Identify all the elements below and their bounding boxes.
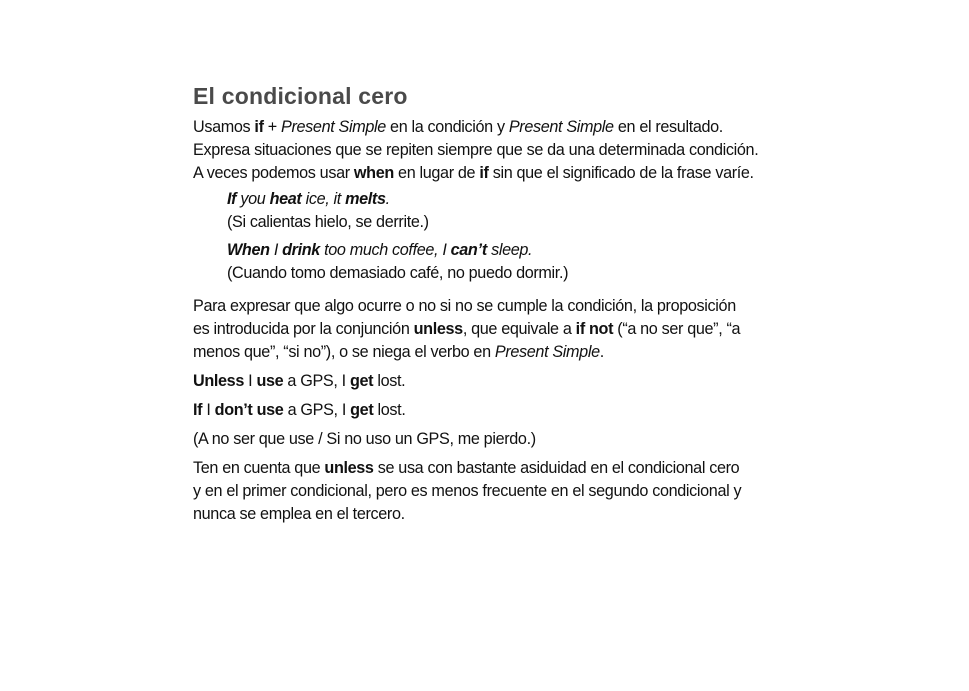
term-present-simple: Present Simple — [494, 343, 600, 361]
text: a GPS, I — [283, 401, 351, 419]
text: + — [263, 118, 282, 136]
text: Ten en cuenta que — [193, 459, 325, 477]
text: I — [243, 372, 257, 390]
text: . — [599, 343, 604, 361]
unless-line-3 — [193, 341, 833, 364]
verb-heat: heat — [269, 190, 302, 208]
example-2-english — [227, 239, 833, 262]
keyword-if: if — [254, 118, 264, 136]
keyword-if: If — [227, 190, 237, 208]
text: a GPS, I — [283, 372, 350, 390]
term-present-simple: Present Simple — [508, 118, 614, 136]
example-1-translation: (Si calientas hielo, se derrite.) — [227, 213, 429, 231]
text: sleep. — [486, 241, 533, 259]
text: ice, it — [301, 190, 346, 208]
note-line-1 — [193, 457, 833, 480]
text: es introducida por la conjunción — [193, 320, 414, 338]
unless-line-2 — [193, 318, 833, 341]
verb-melts: melts — [345, 190, 386, 208]
note-line-2: y en el primer condicional, pero es menos frecuente en el segundo condicional y — [193, 482, 742, 500]
example-2 — [227, 239, 833, 285]
page-title: El condicional cero — [193, 83, 408, 109]
unless-example-2 — [193, 399, 833, 422]
keyword-if: If — [193, 401, 203, 419]
verb-get: get — [349, 372, 374, 390]
unless-translation: (A no ser que use / Si no uso un GPS, me pierdo.) — [193, 430, 536, 448]
text: I — [269, 241, 283, 259]
unless-paragraph — [193, 295, 833, 364]
verb-cant: can’t — [450, 241, 487, 259]
text: se usa con bastante asiduidad en el condicional cero — [373, 459, 740, 477]
text: sin que el significado de la frase varíe. — [488, 164, 754, 182]
text: , que equivale a — [462, 320, 576, 338]
keyword-when: when — [353, 164, 394, 182]
note-line-3: nunca se emplea en el tercero. — [193, 505, 405, 523]
keyword-unless: unless — [413, 320, 463, 338]
text: you — [236, 190, 270, 208]
note-paragraph — [193, 457, 833, 526]
example-1 — [227, 188, 833, 234]
unless-example-1 — [193, 370, 833, 393]
keyword-if-not: if not — [575, 320, 614, 338]
text: lost. — [373, 372, 406, 390]
intro-line-3 — [193, 162, 833, 185]
keyword-if: if — [479, 164, 489, 182]
document-body — [193, 83, 833, 526]
verb-get: get — [350, 401, 374, 419]
keyword-unless: unless — [324, 459, 374, 477]
verb-use: use — [256, 372, 284, 390]
text: (“a no ser que”, “a — [613, 320, 741, 338]
intro-line-2: Expresa situaciones que se repiten siempre que se da una determinada condición. — [193, 141, 759, 159]
text: . — [385, 190, 390, 208]
keyword-unless: Unless — [193, 372, 244, 390]
text: lost. — [373, 401, 406, 419]
text: A veces podemos usar — [193, 164, 354, 182]
text: I — [202, 401, 215, 419]
intro-line-1 — [193, 116, 833, 139]
text: Usamos — [193, 118, 255, 136]
unless-line-1: Para expresar que algo ocurre o no si no se cumple la condición, la proposición — [193, 297, 736, 315]
text: menos que”, “si no”), o se niega el verbo en — [193, 343, 495, 361]
verb-dont-use: don’t use — [214, 401, 284, 419]
text: en lugar de — [393, 164, 480, 182]
example-2-translation: (Cuando tomo demasiado café, no puedo dormir.) — [227, 264, 569, 282]
example-1-english — [227, 188, 833, 211]
text: en el resultado. — [613, 118, 723, 136]
verb-drink: drink — [282, 241, 320, 259]
term-present-simple: Present Simple — [281, 118, 386, 136]
text: en la condición y — [385, 118, 509, 136]
text: too much coffee, I — [319, 241, 451, 259]
keyword-when: When — [227, 241, 270, 259]
